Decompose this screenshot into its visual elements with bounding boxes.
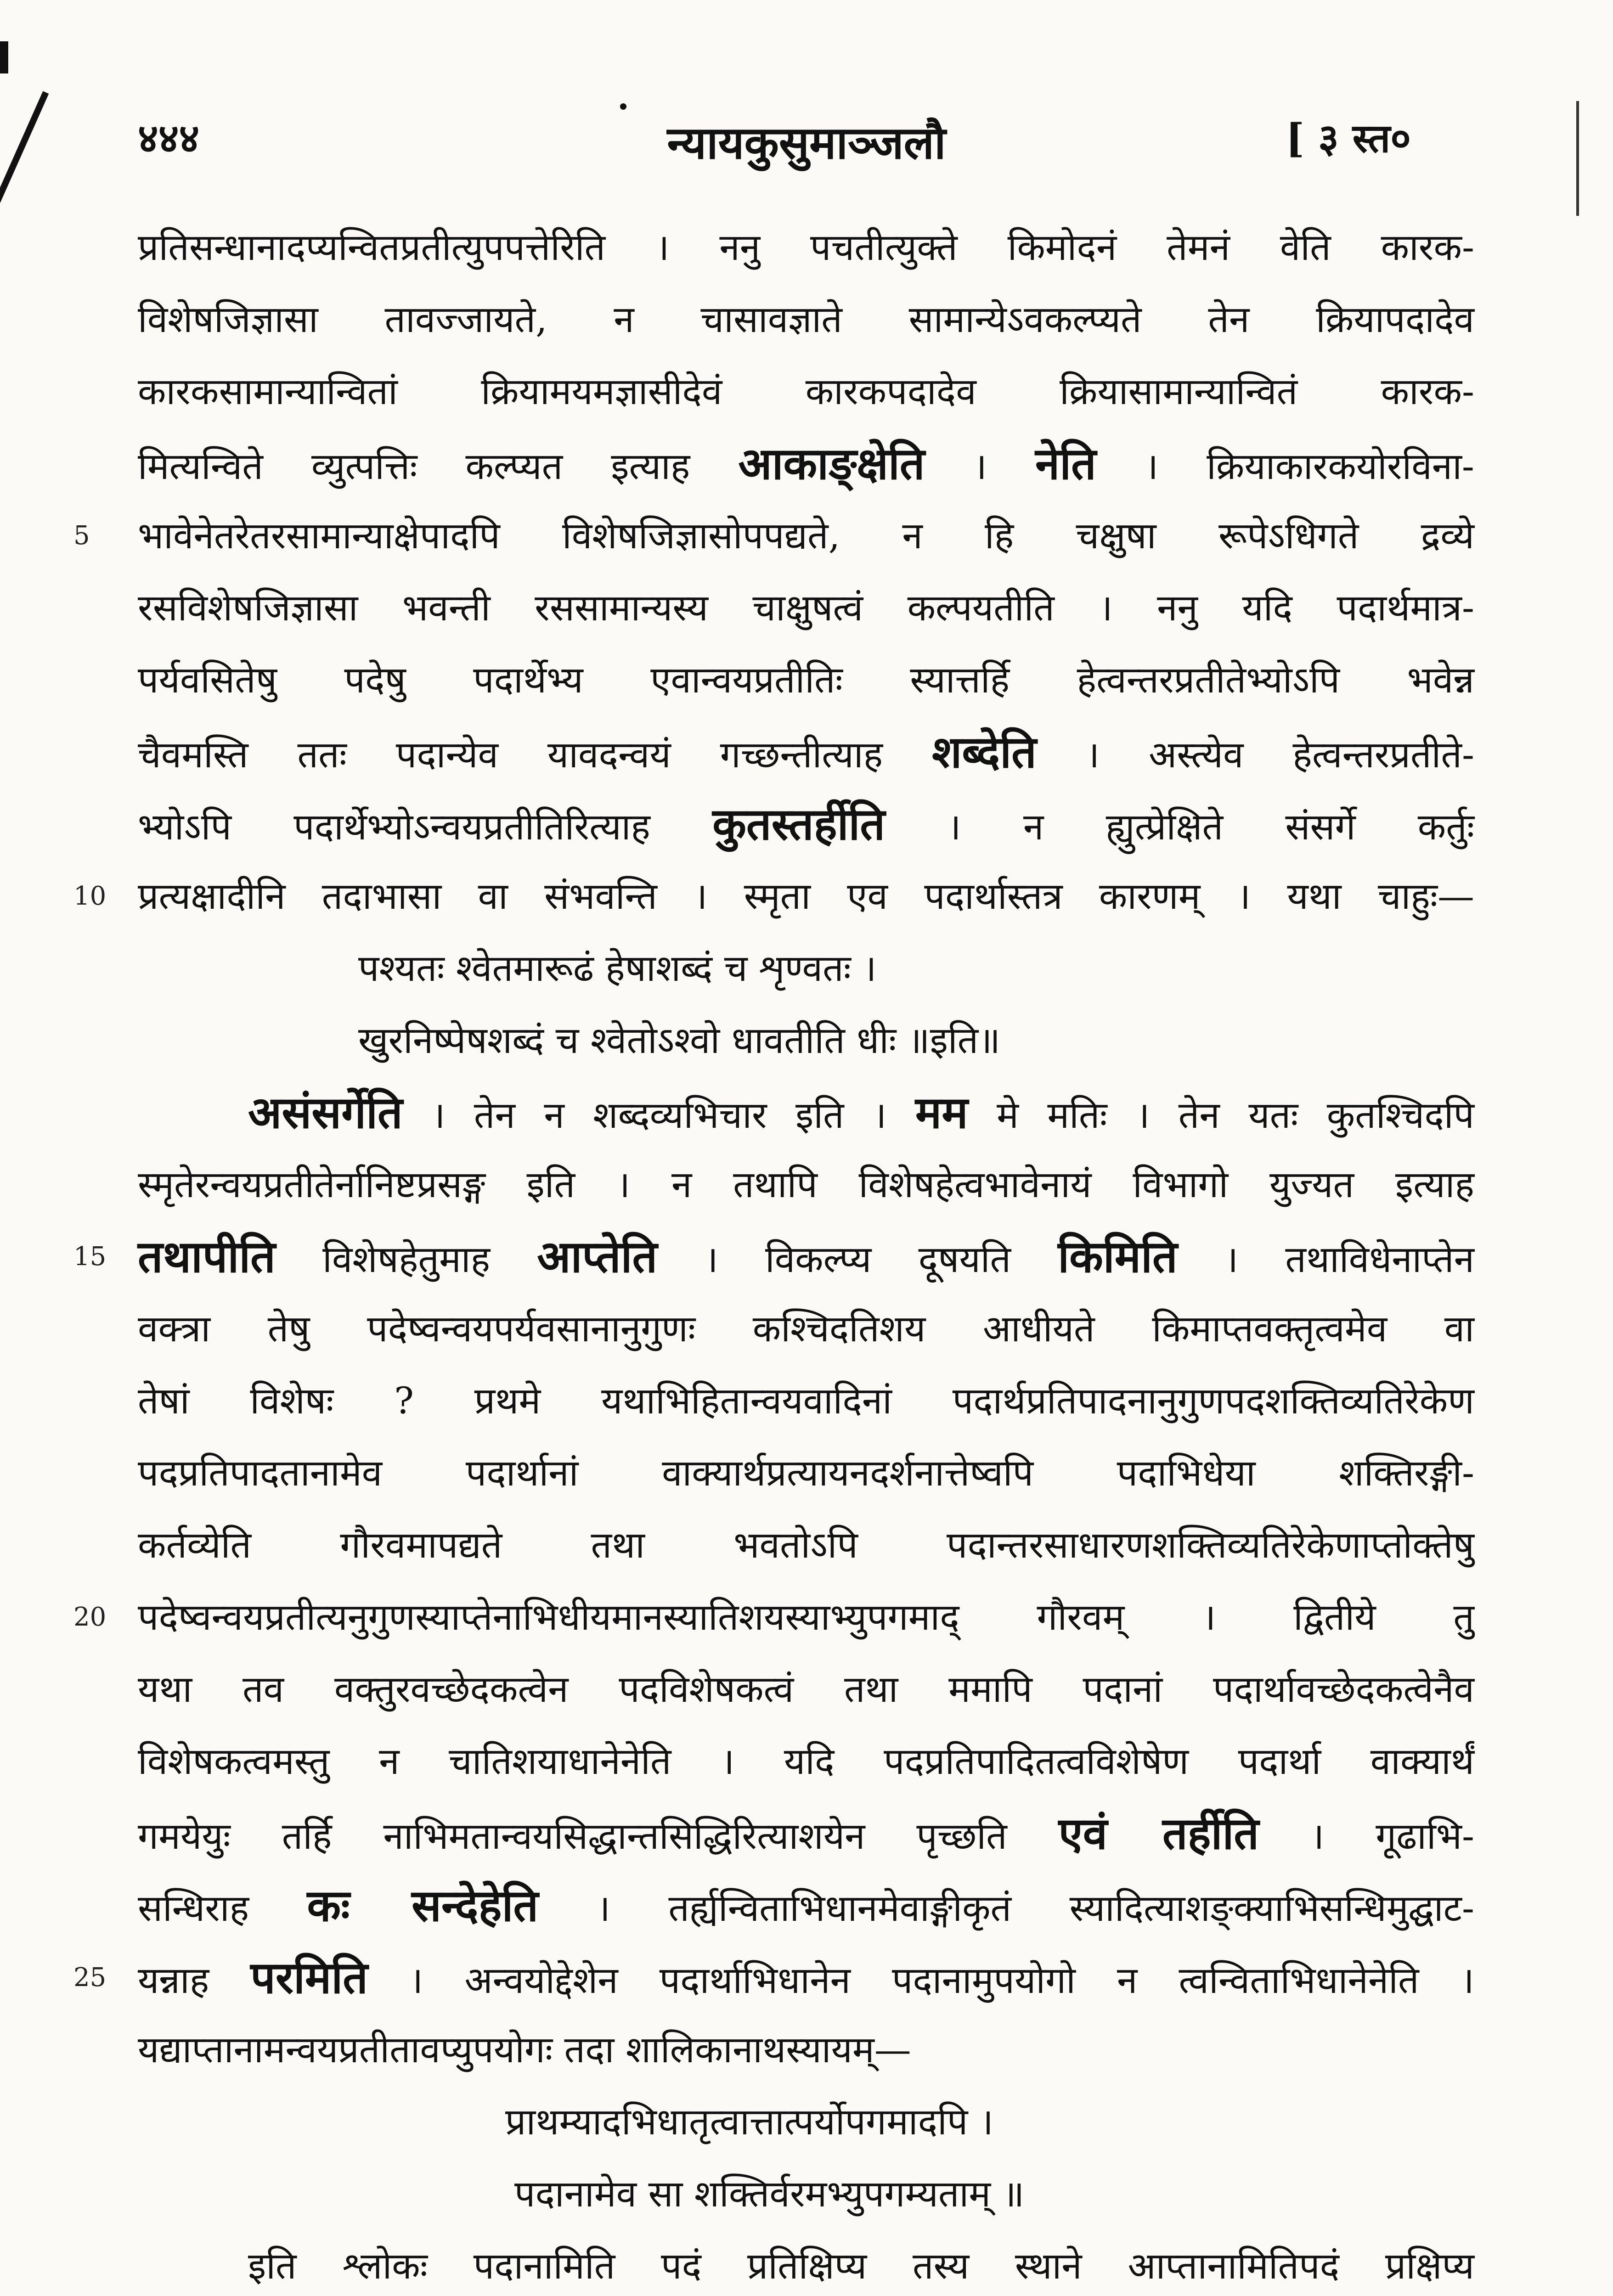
lemma-akankshe: आकाङ्क्षेति [738, 438, 925, 490]
commentary-text [73, 211, 1475, 2296]
text-line-13: असंसर्गेति । तेन न शब्दव्यभिचार इति । मम मे मतिः । तेन यतः कुतश्चिदपि [248, 1086, 1474, 1138]
text-line-5: 5 भावेनेतरेतरसामान्याक्षेपादपि विशेषजिज्ञासोपपद्यते, न हि चक्षुषा रूपेऽधिगते द्रव्ये [138, 500, 1474, 572]
text-line-10: 10 प्रत्यक्षादीनि तदाभासा वा संभवन्ति । स्मृता एव पदार्थास्तत्र कारणम् । यथा चाहुः— [138, 860, 1474, 932]
text-line-23: गमयेयुः तर्हि नाभिमतान्वयसिद्धान्तसिद्धिरित्याशयेन पृच्छति एवं तर्हीति । गूढाभि- [138, 1807, 1475, 1859]
text-line-24: सन्धिराह कः सन्देहेति । तर्ह्यन्विताभिधानमेवाङ्गीकृतं स्यादित्याशङ्क्याभिसन्धिमुद्घाट- [138, 1880, 1475, 1931]
verse-line-4: पदानामेव सा शक्तिर्वरमभ्युपगम्यताम् ॥ [514, 2172, 1025, 2215]
text-line-7: पर्यवसितेषु पदेषु पदार्थेभ्य एवान्वयप्रतीतिः स्यात्तर्हि हेत्वन्तरप्रतीतेभ्योऽपि भवेन्न [138, 658, 1474, 701]
text-line-4: मित्यन्विते व्युत्पत्तिः कल्प्यत इत्याह आकाङ्क्षेति । नेति । क्रियाकारकयोरविना- [138, 438, 1474, 490]
text-line-1: प्रतिसन्धानादप्यन्वितप्रतीत्युपपत्तेरिति । ननु पचतीत्युक्ते किमोदनं तेमनं वेति कारक- [138, 226, 1474, 269]
running-title: न्यायकुसुमाञ्जलौ [667, 117, 946, 169]
text-line-2: विशेषजिज्ञासा तावज्जायते, न चासावज्ञाते सामान्येऽवकल्प्यते तेन क्रियापदादेव [138, 298, 1474, 341]
lemma-kah-sandeha: कः सन्देहेति [307, 1880, 539, 1931]
lemma-evam-tarhi: एवं तर्हीति [1058, 1807, 1259, 1859]
lemma-asamsarga: असंसर्गेति [248, 1086, 403, 1138]
text-line-17: तेषां विशेषः ? प्रथमे यथाभिहितान्वयवादिनां पदार्थप्रतिपादनानुगुणपदशक्तिव्यतिरेकेण [138, 1379, 1474, 1422]
text-line-6: रसविशेषजिज्ञासा भवन्ती रससामान्यस्य चाक्षुषत्वं कल्पयतीति । ननु यदि पदार्थमात्र- [138, 586, 1474, 629]
text-line-29: इति श्लोकः पदानामिति पदं प्रतिक्षिप्य तस्य स्थाने आप्तानामितिपदं प्रक्षिप्य [248, 2245, 1474, 2287]
section-mark: [ ३ स्त० [1286, 115, 1411, 162]
lemma-shabde: शब्देति [932, 726, 1037, 778]
line-number-5: 5 [73, 521, 90, 551]
text-line-3: कारकसामान्यान्वितां क्रियामयमज्ञासीदेवं कारकपदादेव क्रियासामान्यान्वितं कारक- [138, 370, 1474, 413]
text-line-16: वक्त्रा तेषु पदेष्वन्वयपर्यवसानानुगुणः कश्चिदतिशय आधीयते किमाप्तवक्तृत्वमेव वा [138, 1307, 1474, 1350]
line-number-10: 10 [73, 881, 107, 911]
line-number-20: 20 [73, 1602, 107, 1632]
page-header [0, 0, 1613, 193]
text-line-26: यद्याप्तानामन्वयप्रतीतावप्युपयोगः तदा शालिकानाथस्यायम्— [138, 2028, 911, 2071]
lemma-tathapi: तथापीति [138, 1231, 276, 1283]
lemma-param: परमिति [250, 1952, 368, 2003]
text-line-20: 20 पदेष्वन्वयप्रतीत्यनुगुणस्याप्तेनाभिधीयमानस्यातिशयस्याभ्युपगमाद् गौरवम् । द्वितीये तु [138, 1581, 1474, 1653]
verse-line-3: प्राथम्यादभिधातृत्वात्तात्पर्योपगमादपि । [505, 2100, 994, 2143]
line-number-15: 15 [73, 1242, 107, 1272]
text-line-19: कर्तव्येति गौरवमापद्यते तथा भवतोऽपि पदान्तरसाधारणशक्तिव्यतिरेकेणाप्तोक्तेषु [138, 1524, 1474, 1566]
verse-line-2: खुरनिष्पेषशब्दं च श्वेतोऽश्वो धावतीति धीः ॥इति॥ [358, 1019, 1001, 1062]
lemma-ne: नेति [1035, 438, 1096, 490]
lemma-kim: किमिति [1058, 1231, 1178, 1283]
lemma-mama: मम [915, 1086, 968, 1138]
page-number: ४४४ [138, 115, 200, 162]
text-line-14: स्मृतेरन्वयप्रतीतेर्नानिष्टप्रसङ्ग इति । न तथापि विशेषहेत्वभावेनायं विभागो युज्यत इत्याह [138, 1163, 1474, 1206]
text-line-18: पदप्रतिपादतानामेव पदार्थानां वाक्यार्थप्रत्यायनदर्शनात्तेष्वपि पदाभिधेया शक्तिरङ्गी- [138, 1452, 1474, 1494]
text-line-25: 25 यन्नाह परमिति । अन्वयोद्देशेन पदार्थाभिधानेन पदानामुपयोगो न त्वन्विताभिधानेनेति । [138, 1941, 1474, 2014]
text-line-15: 15 तथापीति विशेषहेतुमाह आप्तेति । विकल्प्य दूषयति किमिति । तथाविधेनाप्तेन [138, 1221, 1474, 1293]
text-line-9: भ्योऽपि पदार्थेभ्योऽन्वयप्रतीतिरित्याह कुतस्तर्हीति । न ह्युत्प्रेक्षिते संसर्गे कर्तुः [138, 798, 1474, 850]
lemma-kutastarhi: कुतस्तर्हीति [712, 798, 885, 850]
text-line-21: यथा तव वक्तुरवच्छेदकत्वेन पदविशेषकत्वं तथा ममापि पदानां पदार्थावच्छेदकत्वेनैव [138, 1668, 1474, 1711]
text-line-22: विशेषकत्वमस्तु न चातिशयाधानेनेति । यदि पदप्रतिपादितत्वविशेषेण पदार्था वाक्यार्थं [138, 1740, 1474, 1783]
line-number-25: 25 [73, 1963, 107, 1992]
lemma-apte: आप्तेति [537, 1231, 658, 1283]
verse-line-1: पश्यतः श्वेतमारूढं हेषाशब्दं च शृण्वतः । [358, 947, 877, 990]
text-line-8: चैवमस्ति ततः पदान्येव यावदन्वयं गच्छन्तीत्याह शब्देति । अस्त्येव हेत्वन्तरप्रतीते- [138, 726, 1474, 778]
